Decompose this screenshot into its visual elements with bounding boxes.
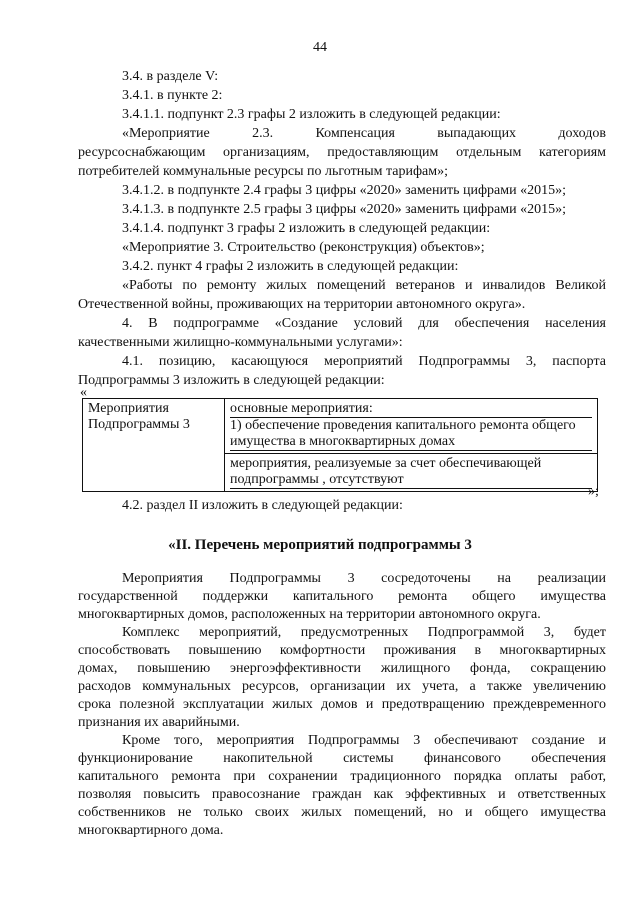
amendment-line: «Мероприятие 3. Строительство (реконструкция) объектов»; <box>122 240 485 255</box>
item-4-line: 4. В подпрограмме «Создание условий для обеспечения населения <box>122 316 606 331</box>
para-line: признания их аварийными. <box>78 715 240 730</box>
amendment-line: 3.4. в разделе V: <box>122 69 219 84</box>
para-line: позволяя повысить правосознание граждан как эффективных и ответственных <box>78 787 606 802</box>
para-line: расходов коммунальных ресурсов, организации их учета, а также увеличению <box>78 679 606 694</box>
item-4-1-line: Подпрограммы 3 изложить в следующей редакции: <box>78 373 385 388</box>
table-row <box>83 399 598 454</box>
item-4-1-line: 4.1. позицию, касающуюся мероприятий Подпрограммы 3, паспорта <box>122 354 606 369</box>
section-heading: «II. Перечень мероприятий подпрограммы 3 <box>168 537 472 553</box>
para-line: капитального ремонта при сохранении традиционного порядка оплаты работ, <box>78 769 606 784</box>
para-line: срока полезной эксплуатации жилых домов и предотвращению преждевременного <box>78 697 606 712</box>
amendment-line: 3.4.1.2. в подпункте 2.4 графы 3 цифры «2020» заменить цифрами «2015»; <box>122 183 566 198</box>
amendment-line: 3.4.2. пункт 4 графы 2 изложить в следующей редакции: <box>122 259 459 274</box>
table-item: 1) обеспечение проведения капитального ремонта общего имущества в многоквартирных домах <box>230 418 592 451</box>
quote-line: потребителей коммунальные ресурсы по льготным тарифам»; <box>78 164 448 179</box>
close-quote: »; <box>588 484 599 499</box>
para-line: многоквартирных домов, расположенных на территории автономного округа. <box>78 607 541 622</box>
open-quote: « <box>80 385 87 400</box>
table-cell-main <box>225 399 598 454</box>
para-line: Кроме того, мероприятия Подпрограммы 3 обеспечивают создание и <box>122 733 606 748</box>
quote-line: «Работы по ремонту жилых помещений ветеранов и инвалидов Великой <box>122 278 606 293</box>
amendment-line: 3.4.1. в пункте 2: <box>122 88 223 103</box>
amendment-line: 3.4.1.3. в подпункте 2.5 графы 3 цифры «2020» заменить цифрами «2015»; <box>122 202 566 217</box>
quote-line: ресурсоснабжающим организациям, предоставляющим отдельным категориям <box>78 145 606 160</box>
amendment-line: 3.4.1.4. подпункт 3 графы 2 изложить в следующей редакции: <box>122 221 491 236</box>
para-line: собственников не только своих жилых помещений, но и общего имущества <box>78 805 606 820</box>
quote-line: «Мероприятие 2.3. Компенсация выпадающих доходов <box>122 126 606 141</box>
table-item: мероприятия, реализуемые за счет обеспечивающей подпрограммы , отсутствуют <box>230 456 592 489</box>
para-line: Мероприятия Подпрограммы 3 сосредоточены на реализации <box>122 571 606 586</box>
para-line: государственной поддержки капитального ремонта общего имущества <box>78 589 606 604</box>
para-line: многоквартирного дома. <box>78 823 224 838</box>
quote-line: Отечественной войны, проживающих на территории автономного округа». <box>78 297 526 312</box>
table-subheading: основные мероприятия: <box>230 401 592 418</box>
amendment-line: 3.4.1.1. подпункт 2.3 графы 2 изложить в следующей редакции: <box>122 107 501 122</box>
program-passport-table <box>82 398 598 492</box>
item-4-line: качественными жилищно-коммунальными услугами»: <box>78 335 403 350</box>
para-line: способствовать повышению комфортности проживания в многоквартирных <box>78 643 606 658</box>
para-line: домах, повышению энергоэффективности жилищного фонда, сокращению <box>78 661 606 676</box>
table-cell-left: Мероприятия Подпрограммы 3 <box>83 399 225 492</box>
para-line: функционирование накопительной системы финансового обеспечения <box>78 751 606 766</box>
para-line: Комплекс мероприятий, предусмотренных Подпрограммой 3, будет <box>122 625 606 640</box>
table-cell-secondary <box>225 454 598 492</box>
page-number: 44 <box>313 40 327 55</box>
item-4-2-line: 4.2. раздел II изложить в следующей редакции: <box>122 498 403 513</box>
